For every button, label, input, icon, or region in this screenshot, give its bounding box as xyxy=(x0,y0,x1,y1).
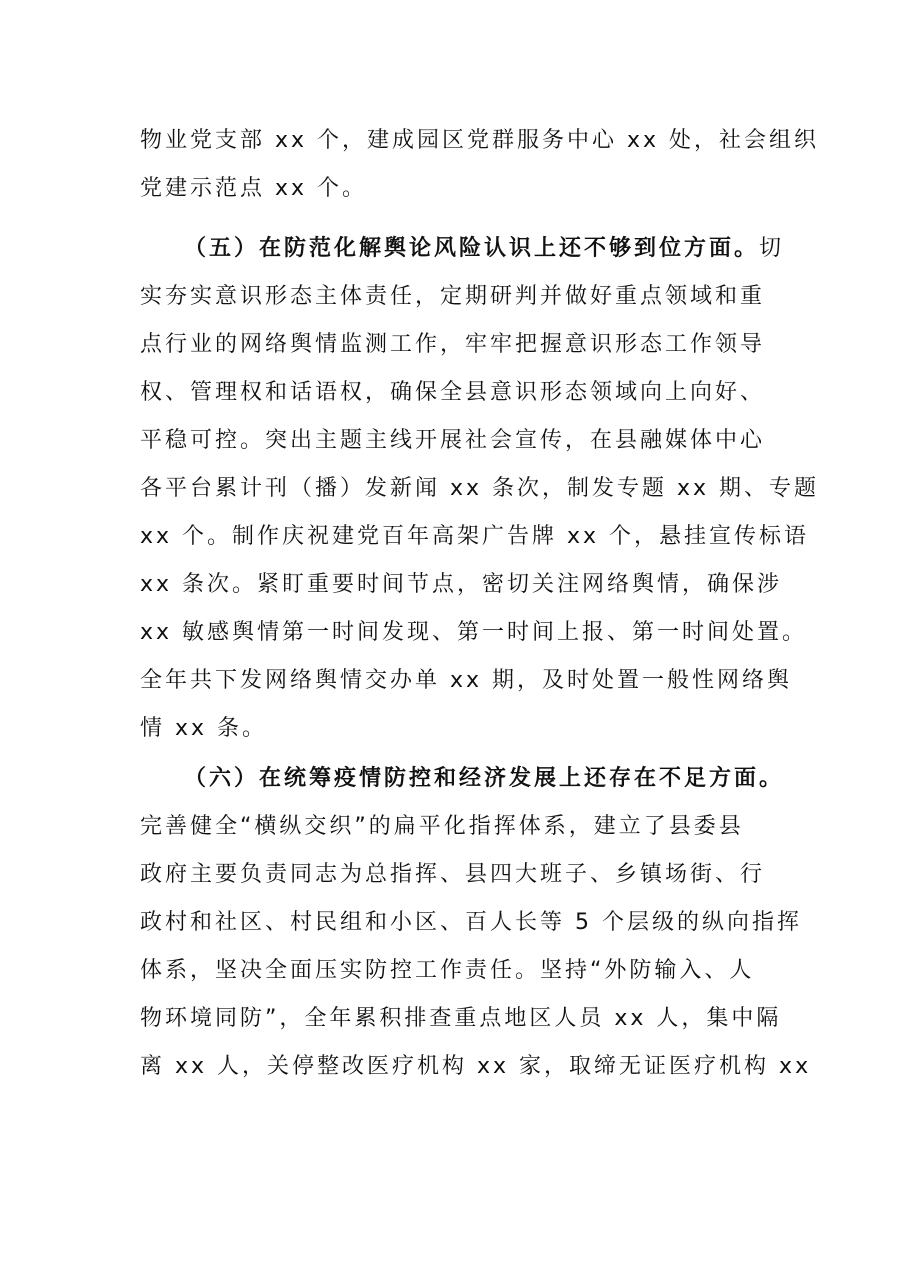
paragraph-line: 离 xx 人，关停整改医疗机构 xx 家，取缔无证医疗机构 xx xyxy=(140,1054,812,1079)
paragraph-line: 党建示范点 xx 个。 xyxy=(140,176,368,201)
paragraph-line: xx 条次。紧盯重要时间节点，密切关注网络舆情，确保涉 xyxy=(140,572,783,597)
paragraph-line: 平稳可控。突出主题主线开展社会宣传，在县融媒体中心 xyxy=(140,428,766,453)
paragraph-line: 体系，坚决全面压实防控工作责任。坚持“外防输入、人 xyxy=(140,958,755,983)
paragraph-section-5 xyxy=(140,225,820,753)
paragraph-line: 政府主要负责同志为总指挥、县四大班子、乡镇场街、行 xyxy=(140,862,766,887)
paragraph-section-6 xyxy=(140,755,812,1091)
section-heading-line xyxy=(140,225,785,273)
paragraph-line: 实夯实意识形态主体责任，定期研判并做好重点领域和重 xyxy=(140,284,766,309)
paragraph-line: 完善健全“横纵交织”的扁平化指挥体系，建立了县委县 xyxy=(140,814,744,839)
paragraph-line: 物业党支部 xx 个，建成园区党群服务中心 xx 处，社会组织 xyxy=(140,128,820,153)
paragraph-line: 全年共下发网络舆情交办单 xx 期，及时处置一般性网络舆 xyxy=(140,668,793,693)
section-heading-6: （六）在统筹疫情防控和经济发展上还存在不足方面。 xyxy=(184,766,785,791)
heading-line-rest: 切 xyxy=(759,236,785,261)
paragraph-continuation xyxy=(140,117,820,213)
paragraph-line: 政村和社区、村民组和小区、百人长等 5 个层级的纵向指挥 xyxy=(140,910,802,935)
paragraph-line: 权、管理权和话语权，确保全县意识形态领域向上向好、 xyxy=(140,380,766,405)
section-heading-5: （五）在防范化解舆论风险认识上还不够到位方面。 xyxy=(184,236,760,261)
paragraph-line: 物环境同防”，全年累积排查重点地区人员 xx 人，集中隔 xyxy=(140,1006,782,1031)
paragraph-line: 各平台累计刊（播）发新闻 xx 条次，制发专题 xx 期、专题 xyxy=(140,476,820,501)
paragraph-line: xx 敏感舆情第一时间发现、第一时间上报、第一时间处置。 xyxy=(140,620,808,645)
paragraph-line: 情 xx 条。 xyxy=(140,716,268,741)
paragraph-line: 点行业的网络舆情监测工作，牢牢把握意识形态工作领导 xyxy=(140,332,766,357)
paragraph-line: xx 个。制作庆祝建党百年高架广告牌 xx 个，悬挂宣传标语 xyxy=(140,524,810,549)
